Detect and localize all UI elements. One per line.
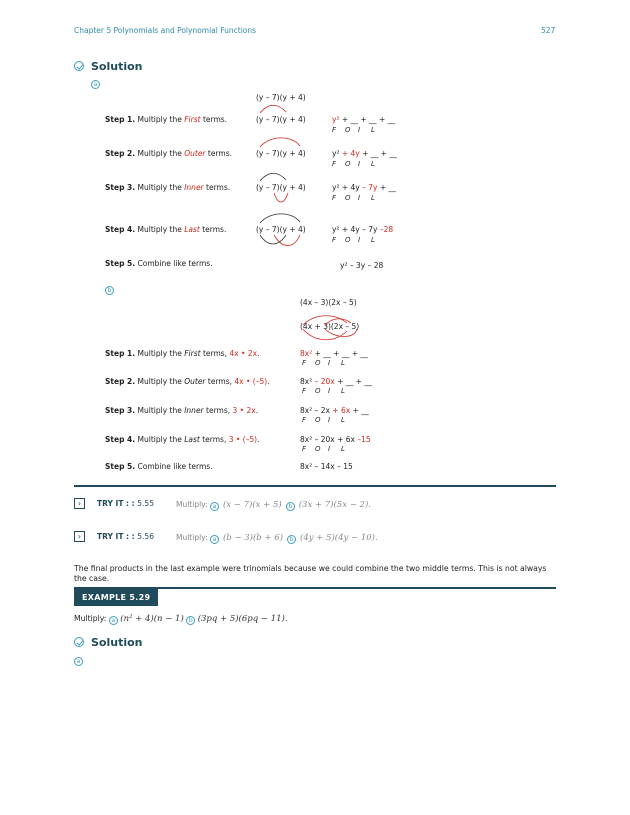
checkmark-icon-2: [74, 637, 84, 647]
foil-labels-b-4: F O I L: [302, 445, 345, 453]
example-b-marker: b: [186, 616, 195, 625]
checkmark-icon: [74, 61, 84, 71]
try-it-b-marker: b: [287, 535, 296, 544]
paragraph-text: The final products in the last example were trinomials because we could combine the two middle terms. This is not always the case.: [74, 564, 547, 583]
part-a-step-expr-4: (y – 7)(y + 4): [256, 225, 306, 234]
part-a-step-3: Step 3. Multiply the Inner terms.: [105, 183, 231, 192]
part-b-result-2: 8x² – 20x + __ + __: [300, 377, 372, 386]
try-it-b-marker: b: [286, 502, 295, 511]
part-b-step-1: Step 1. Multiply the First terms, 4x • 2x.: [105, 349, 260, 358]
try-it-a-marker: a: [210, 502, 219, 511]
part-a-marker-2: a: [74, 657, 83, 666]
example-a-marker: a: [109, 616, 118, 625]
foil-arrows-diagram: [295, 313, 365, 343]
part-a-marker: a: [91, 80, 100, 89]
foil-labels-b-3: F O I L: [302, 416, 345, 424]
part-a-step-5: Step 5. Combine like terms.: [105, 259, 213, 268]
try-it-chevron-icon[interactable]: ›: [74, 498, 85, 509]
part-b-expression-arrows: (4x + 3)(2x – 5): [300, 322, 360, 331]
try-it-a-marker: a: [210, 535, 219, 544]
solution-heading: Solution: [91, 60, 143, 73]
solution-heading-2: Solution: [91, 636, 143, 649]
foil-labels-b-2: F O I L: [302, 387, 345, 395]
try-it-prompt-2: Multiply: a (b − 3)(b + 6) b (4y + 5)(4y − 10).: [176, 533, 378, 543]
foil-labels-a-2: F O I L: [332, 160, 375, 168]
part-a-result-4: y² + 4y – 7y –28: [332, 225, 394, 234]
part-b-step-4: Step 4. Multiply the Last terms, 3 • (–5).: [105, 435, 260, 444]
foil-arrow-a-3: [254, 171, 314, 211]
foil-arrow-a-4: [254, 213, 314, 253]
part-b-result-4: 8x² – 20x + 6x –15: [300, 435, 371, 444]
section-divider: [74, 485, 556, 487]
part-a-result-3: y² + 4y – 7y + __: [332, 183, 397, 192]
part-a-step-expr-2: (y – 7)(y + 4): [256, 149, 306, 158]
part-b-final: 8x² – 14x – 15: [300, 462, 353, 471]
foil-labels-a-4: F O I L: [332, 236, 375, 244]
part-b-expression: (4x – 3)(2x – 5): [300, 298, 357, 307]
part-a-step-4: Step 4. Multiply the Last terms.: [105, 225, 227, 234]
try-it-prompt-1: Multiply: a (x − 7)(x + 5) b (3x + 7)(5x − 2).: [176, 500, 371, 510]
part-a-step-expr-3: (y – 7)(y + 4): [256, 183, 306, 192]
part-b-result-3: 8x² – 2x + 6x + __: [300, 406, 369, 415]
foil-labels-b-1: F O I L: [302, 359, 345, 367]
example-label: EXAMPLE 5.29: [74, 589, 158, 606]
part-a-step-1: Step 1. Multiply the First terms.: [105, 115, 228, 124]
try-it-label-2: TRY IT : : 5.56: [97, 532, 154, 541]
part-b-result-1: 8x² + __ + __ + __: [300, 349, 368, 358]
try-it-label-1: TRY IT : : 5.55: [97, 499, 154, 508]
part-a-final: y² – 3y – 28: [340, 261, 384, 270]
part-a-step-expr-1: (y – 7)(y + 4): [256, 115, 306, 124]
foil-labels-a-3: F O I L: [332, 194, 375, 202]
part-a-result-1: y² + __ + __ + __: [332, 115, 396, 124]
part-b-marker: b: [105, 286, 114, 295]
part-b-step-5: Step 5. Combine like terms.: [105, 462, 213, 471]
part-b-step-2: Step 2. Multiply the Outer terms, 4x • (–5).: [105, 377, 270, 386]
chapter-title: Chapter 5 Polynomials and Polynomial Functions: [74, 26, 257, 35]
example-prompt: Multiply: a (n² + 4)(n − 1) b (3pq + 5)(6pq − 11).: [74, 614, 288, 624]
part-b-step-3: Step 3. Multiply the Inner terms, 3 • 2x.: [105, 406, 259, 415]
try-it-chevron-icon[interactable]: ›: [74, 531, 85, 542]
page-number: 527: [541, 26, 556, 35]
part-a-expression: (y – 7)(y + 4): [256, 93, 306, 102]
part-a-result-2: y² + 4y + __ + __: [332, 149, 397, 158]
part-a-step-2: Step 2. Multiply the Outer terms.: [105, 149, 233, 158]
foil-labels-a-1: F O I L: [332, 126, 375, 134]
